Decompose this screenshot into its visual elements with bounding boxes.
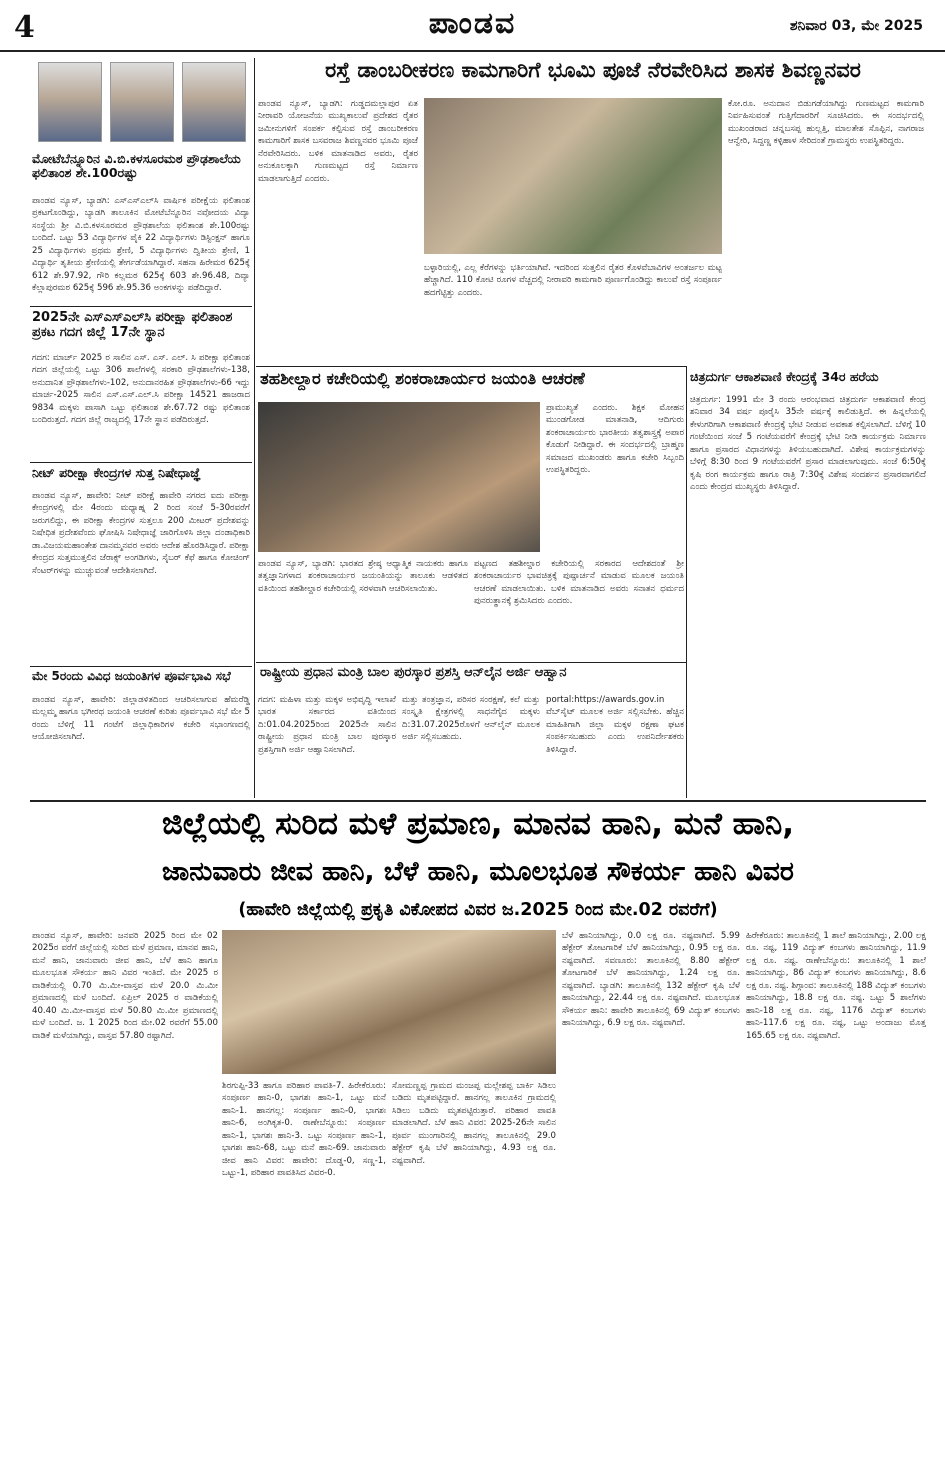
headline-shankaracharya-jayanti: ತಹಶೀಲ್ದಾರ ಕಚೇರಿಯಲ್ಲಿ ಶಂಕರಾಚಾರ್ಯರ ಜಯಂತಿ ಆಚರಣೆ bbox=[260, 370, 585, 388]
article-road-col3: ಕೋ.ರೂ. ಅನುದಾನ ಬಿಡುಗಡೆಯಾಗಿದ್ದು ಗುಣಮಟ್ಟದ ಕಾಮಗಾರಿ ನಿರ್ವಹಿಸುವಂತೆ ಗುತ್ತಿಗೆದಾರರಿಗೆ ಸೂಚಿಸಿದರು. ಈ ಸಂದರ್ಭದಲ್ಲಿ ಮುಖಂಡರಾದ ಚನ್ನಬಸಪ್ಪ ಹುಲ್ಲತ್ತಿ, ಮಾಲತೇಶ ಸೊಪ್ಪಿನ, ನಾಗರಾಜ ಆನ್ವೇರಿ, ಸಿದ್ದಣ್ಣ ಕಳ್ಳಿಹಾಳ ಸೇರಿದಂತೆ ಗ್ರಾಮಸ್ಥರು ಉಪಸ್ಥಿತರಿದ್ದರು. bbox=[728, 99, 924, 147]
divider bbox=[30, 800, 926, 802]
article-pm-award-col2: ಮತ್ತು ತಂತ್ರಜ್ಞಾನ, ಪರಿಸರ ಸಂರಕ್ಷಣೆ, ಕಲೆ ಮತ್ತು ಸಂಸ್ಕೃತಿ ಕ್ಷೇತ್ರಗಳಲ್ಲಿ ಸಾಧನೆಗೈದ ಮಕ್ಕಳು ದಿ:31.07.2025ರೊಳಗೆ ಆನ್‌ಲೈನ್ ಮೂಲಕ ಅರ್ಜಿ ಸಲ್ಲಿಸಬಹುದು. bbox=[402, 695, 540, 743]
article-akashvani: ಚಿತ್ರದುರ್ಗ: 1991 ಮೇ 3 ರಂದು ಆರಂಭವಾದ ಚಿತ್ರದುರ್ಗ ಆಕಾಶವಾಣಿ ಕೇಂದ್ರ ಶನಿವಾರ 34 ವರ್ಷ ಪೂರೈಸಿ 35ನೇ ವರ್ಷಕ್ಕೆ ಕಾಲಿಡುತ್ತಿದೆ. ಈ ಹಿನ್ನಲೆಯಲ್ಲಿ ಕೇಳುಗರಿಗಾಗಿ ಆಕಾಶವಾಣಿ ಕೇಂದ್ರಕ್ಕೆ ಭೇಟಿ ನೀಡುವ ಅವಕಾಶ ಕಲ್ಪಿಸಲಾಗಿದೆ. ಬೆಳಿಗ್ಗೆ 10 ಗಂಟೆಯಿಂದ ಸಂಜೆ 5 ಗಂಟೆಯವರೆಗೆ ಕೇಂದ್ರಕ್ಕೆ ಭೇಟಿ ನೀಡಿ ಕಾರ್ಯಕ್ರಮ ನಿರ್ಮಾಣ ಹಾಗೂ ಪ್ರಸಾರದ ವಿಧಾನಗಳನ್ನು ತಿಳಿಯಬಹುದಾಗಿದೆ. ವಿಶೇಷ ಕಾರ್ಯಕ್ರಮಗಳನ್ನು ಬೆಳಿಗ್ಗೆ 8:30 ರಿಂದ 9 ಗಂಟೆಯವರೆಗೆ ಪ್ರಸಾರ ಮಾಡಲಾಗುವುದು. ಸಂಜೆ 6:50ಕ್ಕೆ ಕೃಷಿ ರಂಗ ಕಾರ್ಯಕ್ರಮ ಹಾಗೂ ರಾತ್ರಿ 7:30ಕ್ಕೆ ವಿಶೇಷ ಸಂದರ್ಶನ ಪ್ರಸಾರವಾಗಲಿದೆ ಎಂದು ಕೇಂದ್ರದ ಮುಖ್ಯಸ್ಥರು ತಿಳಿಸಿದ್ದಾರೆ. bbox=[690, 395, 926, 493]
house-damage-photo bbox=[222, 930, 556, 1074]
main-article-intro: ಪಾಂಡವ ನ್ಯೂಸ್, ಹಾವೇರಿ: ಜನವರಿ 2025 ರಿಂದ ಮೇ 02 2025ರ ವರೆಗೆ ಜಿಲ್ಲೆಯಲ್ಲಿ ಸುರಿದ ಮಳೆ ಪ್ರಮಾಣ, ಮಾನವ ಹಾನಿ, ಮನೆ ಹಾನಿ, ಜಾನುವಾರು ಜೀವ ಹಾನಿ, ಬೆಳೆ ಹಾನಿ ಹಾಗೂ ಮೂಲಭೂತ ಸೌಕರ್ಯ ಹಾನಿ ವಿವರ ಇಂತಿದೆ. ಮೇ 2025 ರ ವಾಡಿಕೆಯಲ್ಲಿ 0.70 ಮಿ.ಮೀ-ವಾಸ್ತವ ಮಳೆ 20.0 ಮಿ.ಮೀ ಪ್ರಮಾಣದಲ್ಲಿ ಮಳೆ ಬಂದಿದೆ. ಏಪ್ರಿಲ್ 2025 ರ ವಾಡಿಕೆಯಲ್ಲಿ 40.40 ಮಿ.ಮೀ-ವಾಸ್ತವ ಮಳೆ 50.80 ಮಿ.ಮೀ ಪ್ರಮಾಣದಲ್ಲಿ ಮಳೆ ಬಂದಿದೆ. ಜ. 1 2025 ರಿಂದ ಮೇ.02 ರವರೆಗೆ 55.00 ವಾಡಿಕೆ ಮಳೆಯಾಗಿದ್ದು, ವಾಸ್ತವ 57.80 ರಷ್ಟಾಗಿದೆ. bbox=[32, 931, 218, 1041]
divider bbox=[30, 306, 252, 307]
main-article-col3: ಸೋಮಣ್ಣಪ್ಪ ಗ್ರಾಮದ ಮಂಜಪ್ಪ ಮಲ್ಲೇಶಪ್ಪ ಬಾರ್ಕಿ ಸಿಡಿಲು ಬಡಿದು ಮೃತಪಟ್ಟಿದ್ದಾರೆ. ಹಾನಗಲ್ಲ ತಾಲೂಕಿನ ಗ್ರಾಮದಲ್ಲಿ ಸಿಡಿಲು ಬಡಿದು ಮೃತಪಟ್ಟಿರುತ್ತಾರೆ. ಪರಿಹಾರ ಪಾವತಿ ಮಾಡಲಾಗಿದೆ. ಬೆಳೆ ಹಾನಿ ವಿವರ: 2025-26ನೇ ಸಾಲಿನ ಪೂರ್ವ ಮುಂಗಾರಿನಲ್ಲಿ ಹಾನಗಲ್ಲ ತಾಲೂಕಿನಲ್ಲಿ 29.0 ಹೆಕ್ಟೇರ್ ಕೃಷಿ ಬೆಳೆ ಹಾನಿಯಾಗಿದ್ದು, 4.93 ಲಕ್ಷ ರೂ. ನಷ್ಟವಾಗಿದೆ. bbox=[392, 1081, 556, 1166]
jayanti-photo bbox=[258, 402, 540, 552]
article-sslc: ಗದಗ: ಮಾರ್ಚ್ 2025 ರ ಸಾಲಿನ ಎಸ್. ಎಸ್. ಎಲ್. ಸಿ ಪರೀಕ್ಷಾ ಫಲಿತಾಂಶ ಗದಗ ಜಿಲ್ಲೆಯಲ್ಲಿ ಒಟ್ಟು 306 ಶಾಲೆಗಳಲ್ಲಿ ಸರಕಾರಿ ಪ್ರೌಢಶಾಲೆಗಳು-138, ಅನುದಾನಿತ ಪ್ರೌಢಶಾಲೆಗಳು-102, ಅನುದಾನರಹಿತ ಪ್ರೌಢಶಾಲೆಗಳು-66 ಇದ್ದು ಮಾರ್ಚ-2025 ಸಾಲಿನ ಎಸ್.ಎಸ್.ಎಲ್.ಸಿ ಪರೀಕ್ಷಾ 14521 ಹಾಜರಾದ 9834 ಮಕ್ಕಳು ಪಾಸಾಗಿ ಒಟ್ಟು ಫಲಿತಾಂಶ ಶೇ.67.72 ರಷ್ಟು ಫಲಿತಾಂಶ ಬಂದಿರುತ್ತದೆ. ಗದಗ ಜಿಲ್ಲೆ ರಾಜ್ಯದಲ್ಲಿ 17ನೇ ಸ್ಥಾನ ಪಡೆದಿರುತ್ತದೆ. bbox=[32, 353, 250, 426]
article-pm-award-col1: ಗದಗ: ಮಹಿಳಾ ಮತ್ತು ಮಕ್ಕಳ ಅಭಿವೃದ್ಧಿ ಇಲಾಖೆ ಭಾರತ ಸರ್ಕಾರದ ವತಿಯಿಂದ ದಿ:01.04.2025ರಿಂದ 2025ನೇ ಸಾಲಿನ ರಾಷ್ಟ್ರೀಯ ಪ್ರಧಾನ ಮಂತ್ರಿ ಬಾಲ ಪುರಸ್ಕಾರ ಪ್ರಶಸ್ತಿಗಾಗಿ ಅರ್ಜಿ ಆಹ್ವಾನಿಸಲಾಗಿದೆ. bbox=[258, 695, 396, 755]
page-header bbox=[0, 0, 945, 52]
article-road-col1: ಪಾಂಡವ ನ್ಯೂಸ್, ಬ್ಯಾಡಗಿ: ಗುಡ್ಡದಮಲ್ಲಾಪುರ ಏತ ನೀರಾವರಿ ಯೋಜನೆಯ ಮುಖ್ಯಕಾಲುವೆ ಪ್ರದೇಶದ ರೈತರ ಜಮೀನುಗಳಿಗೆ ಸಂಪರ್ಕ ಕಲ್ಪಿಸುವ ರಸ್ತೆ ಡಾಂಬರೀಕರಣ ಕಾಮಗಾರಿಗೆ ಶಾಸಕ ಬಸವರಾಜ ಶಿವಣ್ಣನವರ ಭೂಮಿ ಪೂಜೆ ನೆರವೇರಿಸಿದರು. ಬಳಿಕ ಮಾತನಾಡಿದ ಅವರು, ರೈತರ ಅನುಕೂಲಕ್ಕಾಗಿ ಗುಣಮಟ್ಟದ ರಸ್ತೆ ನಿರ್ಮಾಣ ಮಾಡಲಾಗುತ್ತಿದೆ ಎಂದರು. bbox=[258, 99, 418, 184]
road-inauguration-photo bbox=[424, 98, 722, 254]
headline-neet: ನೀಟ್ ಪರೀಕ್ಷಾ ಕೇಂದ್ರಗಳ ಸುತ್ತ ನಿಷೇಧಾಜ್ಞೆ bbox=[32, 466, 201, 480]
headline-road-work: ರಸ್ತೆ ಡಾಂಬರೀಕರಣ ಕಾಮಗಾರಿಗೆ ಭೂಮಿ ಪೂಜೆ ನೆರವೇರಿಸಿದ ಶಾಸಕ ಶಿವಣ್ಣನವರ bbox=[325, 58, 861, 82]
issue-date: ಶನಿವಾರ 03, ಮೇ 2025 bbox=[789, 18, 923, 34]
page-number: 4 bbox=[14, 10, 35, 45]
divider bbox=[30, 462, 252, 463]
article-jayanti-col1: ಪಾಂಡವ ನ್ಯೂಸ್, ಬ್ಯಾಡಗಿ: ಭಾರತದ ಶ್ರೇಷ್ಠ ಆಧ್ಯಾತ್ಮಿಕ ನಾಯಕರು ಹಾಗೂ ತತ್ವಜ್ಞಾನಿಗಳಾದ ಶಂಕರಾಚಾರ್ಯರ ಜಯಂತಿಯನ್ನು ತಾಲೂಕು ಆಡಳಿತದ ವತಿಯಿಂದ ತಹಶೀಲ್ದಾರ ಕಚೇರಿಯಲ್ಲಿ ಸರಳವಾಗಿ ಆಚರಿಸಲಾಯಿತು. bbox=[258, 559, 468, 594]
student-photo bbox=[110, 62, 174, 142]
divider bbox=[256, 366, 686, 367]
student-photo bbox=[38, 62, 102, 142]
main-article-col4: ಬೆಳೆ ಹಾನಿಯಾಗಿದ್ದು, 0.0 ಲಕ್ಷ ರೂ. ನಷ್ಟವಾಗಿದೆ. 5.99 ಹೆಕ್ಟೇರ್ ತೋಟಗಾರಿಕೆ ಬೆಳೆ ಹಾನಿಯಾಗಿದ್ದು, 0.95 ಲಕ್ಷ ರೂ. ನಷ್ಟವಾಗಿದೆ. ಸವಣೂರು: ತಾಲೂಕಿನಲ್ಲಿ 8.80 ಹೆಕ್ಟೇರ್ ತೋಟಗಾರಿಕೆ ಬೆಳೆ ಹಾನಿಯಾಗಿದ್ದು, 1.24 ಲಕ್ಷ ರೂ. ನಷ್ಟವಾಗಿದೆ. ಬ್ಯಾಡಗಿ: ತಾಲೂಕಿನಲ್ಲಿ 132 ಹೆಕ್ಟೇರ್ ಕೃಷಿ ಬೆಳೆ ಹಾನಿಯಾಗಿದ್ದು, 22.44 ಲಕ್ಷ ರೂ. ನಷ್ಟವಾಗಿದೆ. ಮೂಲಭೂತ ಸೌಕರ್ಯ ಹಾನಿ: ಹಾವೇರಿ ತಾಲೂಕಿನಲ್ಲಿ 69 ವಿದ್ಯುತ್ ಕಂಬಗಳು ಹಾನಿಯಾಗಿದ್ದು, 6.9 ಲಕ್ಷ ರೂ. ನಷ್ಟವಾಗಿದೆ. bbox=[562, 931, 740, 1029]
headline-akashvani: ಚಿತ್ರದುರ್ಗ ಆಕಾಶವಾಣಿ ಕೇಂದ್ರಕ್ಕೆ 34ರ ಹರೆಯ bbox=[690, 370, 879, 384]
headline-pm-award: ರಾಷ್ಟ್ರೀಯ ಪ್ರಧಾನ ಮಂತ್ರಿ ಬಾಲ ಪುರಸ್ಕಾರ ಪ್ರಶಸ್ತಿ ಆನ್‌ಲೈನ ಅರ್ಜಿ ಆಹ್ವಾನ bbox=[260, 666, 567, 680]
main-article-col5: ಹಿರೇಕೆರೂರು: ತಾಲೂಕಿನಲ್ಲಿ 1 ಶಾಲೆ ಹಾನಿಯಾಗಿದ್ದು, 2.00 ಲಕ್ಷ ರೂ. ನಷ್ಟ, 119 ವಿದ್ಯುತ್ ಕಂಬಗಳು ಹಾನಿಯಾಗಿದ್ದು, 11.9 ಲಕ್ಷ ರೂ. ನಷ್ಟ. ರಾಣೇಬೆನ್ನೂರು: ತಾಲೂಕಿನಲ್ಲಿ 1 ಶಾಲೆ ಹಾನಿಯಾಗಿದ್ದು, 86 ವಿದ್ಯುತ್ ಕಂಬಗಳು ಹಾನಿಯಾಗಿದ್ದು, 8.6 ಲಕ್ಷ ರೂ. ನಷ್ಟ. ಶಿಗ್ಗಾಂವ: ತಾಲೂಕಿನಲ್ಲಿ 188 ವಿದ್ಯುತ್ ಕಂಬಗಳು ಹಾನಿಯಾಗಿದ್ದು, 18.8 ಲಕ್ಷ ರೂ. ನಷ್ಟ. ಒಟ್ಟು 5 ಶಾಲೆಗಳು ಹಾನಿ-18 ಲಕ್ಷ ರೂ. ನಷ್ಟ, 1176 ವಿದ್ಯುತ್ ಕಂಬಗಳು ಹಾನಿ-117.6 ಲಕ್ಷ ರೂ. ನಷ್ಟ, ಒಟ್ಟು ಅಂದಾಜು ಮೊತ್ತ 165.65 ಲಕ್ಷ ರೂ. ನಷ್ಟವಾಗಿದೆ. bbox=[746, 931, 926, 1041]
headline-may5-meeting: ಮೇ 5ರಂದು ವಿವಿಧ ಜಯಂತಿಗಳ ಪೂರ್ವಭಾವಿ ಸಭೆ bbox=[32, 670, 231, 683]
article-pm-award-col3: portal:https://awards.gov.in ವೆಬ್‌ಸೈಟ್ ಮೂಲಕ ಅರ್ಜಿ ಸಲ್ಲಿಸಬೇಕು. ಹೆಚ್ಚಿನ ಮಾಹಿತಿಗಾಗಿ ಜಿಲ್ಲಾ ಮಕ್ಕಳ ರಕ್ಷಣಾ ಘಟಕ ಸಂಪರ್ಕಿಸಬಹುದು ಎಂದು ಉಪನಿರ್ದೇಶಕರು ತಿಳಿಸಿದ್ದಾರೆ. bbox=[546, 695, 684, 755]
divider bbox=[30, 666, 252, 667]
article-road-col2: ಬಳ್ಳಾರಿಯಲ್ಲಿ, ಎಲ್ಲ ಕೆರೆಗಳನ್ನು ಭರ್ತಿಯಾಗಿವೆ. ಇದರಿಂದ ಸುತ್ತಲಿನ ರೈತರ ಕೊಳವೆಬಾವಿಗಳ ಅಂತರ್ಜಲ ಮಟ್ಟ ಹೆಚ್ಚಾಗಿದೆ. 110 ಕೋಟಿ ರೂಗಳ ವೆಚ್ಚದಲ್ಲಿ ನೀರಾವರಿ ಕಾಮಗಾರಿ ಪೂರ್ಣಗೊಂಡಿದ್ದು ಕಾಲುವೆ ರಸ್ತೆ ಸಂಪೂರ್ಣ ಹದಗೆಟ್ಟಿತ್ತು ಎಂದರು. bbox=[424, 263, 722, 298]
main-headline-line1: ಜಿಲ್ಲೆಯಲ್ಲಿ ಸುರಿದ ಮಳೆ ಪ್ರಮಾಣ, ಮಾನವ ಹಾನಿ, ಮನೆ ಹಾನಿ, bbox=[161, 806, 795, 842]
article-school-result: ಪಾಂಡವ ನ್ಯೂಸ್, ಬ್ಯಾಡಗಿ: ಎಸ್ಎಸ್ಎಲ್‌ಸಿ ವಾರ್ಷಿಕ ಪರೀಕ್ಷೆಯ ಫಲಿತಾಂಶ ಪ್ರಕಟಗೊಂಡಿದ್ದು, ಬ್ಯಾಡಗಿ ತಾಲೂಕಿನ ಮೋಟೆಬೆನ್ನೂರಿನ ನವೋದಯ ವಿದ್ಯಾ ಸಂಸ್ಥೆಯ ಶ್ರೀ ವಿ.ಬಿ.ಕಳಸೂರಮಠ ಪ್ರೌಢಶಾಲೆಯ ಫಲಿತಾಂಶ ಶೇ.100ರಷ್ಟು ಬಂದಿದೆ. ಒಟ್ಟು 53 ವಿದ್ಯಾರ್ಥಿಗಳ ಪೈಕಿ 22 ವಿದ್ಯಾರ್ಥಿಗಳು ಡಿಸ್ಟಿಂಕ್ಷನ್ ಹಾಗೂ 25 ವಿದ್ಯಾರ್ಥಿಗಳು ಪ್ರಥಮ ಶ್ರೇಣಿ, 5 ವಿದ್ಯಾರ್ಥಿಗಳು ದ್ವಿತೀಯ ಶ್ರೇಣಿ, 1 ವಿದ್ಯಾರ್ಥಿ ತೃತೀಯ ಶ್ರೇಣಿಯಲ್ಲಿ ತೇರ್ಗಡೆಯಾಗಿದ್ದಾರೆ. ಸಹನಾ ಹಿರೇಮಠ 625ಕ್ಕೆ 612 ಶೇ.97.92, ಗೌರಿ ಕಲ್ಲಮಠ 625ಕ್ಕೆ 603 ಶೇ.96.48, ದಿವ್ಯಾ ಕೆಲ್ಲಾಪುರಮಠ 625ಕ್ಕೆ 596 ಶೇ.95.36 ಅಂಕಗಳನ್ನು ಪಡೆದಿದ್ದಾರೆ. bbox=[32, 196, 250, 294]
student-photo bbox=[182, 62, 246, 142]
column-rule bbox=[254, 58, 255, 798]
main-article-col2: ಶಿರಗುಪ್ಪಿ-33 ಹಾಗೂ ಪರಿಹಾರ ಪಾವತಿ-7. ಹಿರೇಕೆರೂರು: ಸಂಪೂರ್ಣ ಹಾನಿ-0, ಭಾಗಶಃ ಹಾನಿ-1, ಒಟ್ಟು ಮನೆ ಹಾನಿ-1. ಹಾನಗಲ್ಲ: ಸಂಪೂರ್ಣ ಹಾನಿ-0, ಭಾಗಶಃ ಹಾನಿ-6, ಅಂಗಿಕೃತ-0. ರಾಣೇಬೆನ್ನೂರು: ಸಂಪೂರ್ಣ ಹಾನಿ-1, ಭಾಗಶಃ ಹಾನಿ-3. ಒಟ್ಟು ಸಂಪೂರ್ಣ ಹಾನಿ-1, ಭಾಗಶಃ ಹಾನಿ-68, ಒಟ್ಟು ಮನೆ ಹಾನಿ-69. ಜಾನುವಾರು ಜೀವ ಹಾನಿ ವಿವರ: ಹಾವೇರಿ: ದೊಡ್ಡ-0, ಸಣ್ಣ-1, ಒಟ್ಟು-1, ಪರಿಹಾರ ಪಾವತಿಸಿದ ವಿವರ-0. bbox=[222, 1081, 386, 1179]
article-jayanti-side: ಪ್ರಾಮುಖ್ಯತೆ ಎಂದರು. ಶಿಕ್ಷಕ ಮೋಹನ ಮುಂಡಗೋಡ ಮಾತನಾಡಿ, ಆದಿಗುರು ಶಂಕರಾಚಾರ್ಯರು ಭಾರತೀಯ ತತ್ವಶಾಸ್ತ್ರಕ್ಕೆ ಅಪಾರ ಕೊಡುಗೆ ನೀಡಿದ್ದಾರೆ. ಈ ಸಂದರ್ಭದಲ್ಲಿ ಬ್ರಾಹ್ಮಣ ಸಮಾಜದ ಮುಖಂಡರು ಹಾಗೂ ಕಚೇರಿ ಸಿಬ್ಬಂದಿ ಉಪಸ್ಥಿತರಿದ್ದರು. bbox=[546, 403, 684, 476]
headline-school-result: ಮೋಟೆಬೆನ್ನೂರಿನ ವಿ.ಬಿ.ಕಳಸೂರಮಠ ಪ್ರೌಢಶಾಲೆಯ ಫಲಿತಾಂಶ ಶೇ.100ರಷ್ಟು bbox=[32, 152, 241, 181]
divider bbox=[256, 662, 686, 663]
article-may5-meeting: ಪಾಂಡವ ನ್ಯೂಸ್, ಹಾವೇರಿ: ಜಿಲ್ಲಾಡಳಿತದಿಂದ ಆಚರಿಸಲಾಗುವ ಹೆಮರೆಡ್ಡಿ ಮಲ್ಲಮ್ಮ ಹಾಗೂ ಭಗೀರಥ ಜಯಂತಿ ಆಚರಣೆ ಕುರಿತು ಪೂರ್ವಭಾವಿ ಸಭೆ ಮೇ 5 ರಂದು ಬೆಳಿಗ್ಗೆ 11 ಗಂಟೆಗೆ ಜಿಲ್ಲಾಧಿಕಾರಿಗಳ ಕಚೇರಿ ಸಭಾಂಗಣದಲ್ಲಿ ಆಯೋಜಿಸಲಾಗಿದೆ. bbox=[32, 695, 250, 743]
main-headline-line2: ಜಾನುವಾರು ಜೀವ ಹಾನಿ, ಬೆಳೆ ಹಾನಿ, ಮೂಲಭೂತ ಸೌಕರ್ಯ ಹಾನಿ ವಿವರ bbox=[162, 856, 794, 887]
main-subheadline: (ಹಾವೇರಿ ಜಿಲ್ಲೆಯಲ್ಲಿ ಪ್ರಕೃತಿ ವಿಕೋಪದ ವಿವರ ಜ.2025 ರಿಂದ ಮೇ.02 ರವರೆಗೆ) bbox=[238, 900, 718, 920]
masthead: ಪಾಂಡವ bbox=[428, 6, 517, 41]
article-neet: ಪಾಂಡವ ನ್ಯೂಸ್, ಹಾವೇರಿ: ನೀಟ್ ಪರೀಕ್ಷೆ ಹಾವೇರಿ ನಗರದ ಐದು ಪರೀಕ್ಷಾ ಕೇಂದ್ರಗಳಲ್ಲಿ ಮೇ 4ರಂದು ಮಧ್ಯಾಹ್ನ 2 ರಿಂದ ಸಂಜೆ 5-30ರವರೆಗೆ ಜರುಗಲಿದ್ದು, ಈ ಪರೀಕ್ಷಾ ಕೇಂದ್ರಗಳ ಸುತ್ತಲೂ 200 ಮೀಟರ್ ಪ್ರದೇಶವನ್ನು ನಿಷೇಧಿತ ಪ್ರದೇಶವೆಂದು ಘೋಷಿಸಿ ನಿಷೇಧಾಜ್ಞೆ ಜಾರಿಗೊಳಿಸಿ ಜಿಲ್ಲಾ ದಂಡಾಧಿಕಾರಿ ಡಾ.ವಿಜಯಮಹಾಂತೇಶ ದಾನಮ್ಮನವರ ಅವರು ಆದೇಶ ಹೊರಡಿಸಿದ್ದಾರೆ. ಪರೀಕ್ಷಾ ಕೇಂದ್ರದ ಸುತ್ತಮುತ್ತಲಿನ ಜೆರಾಕ್ಸ್ ಅಂಗಡಿಗಳು, ಸೈಬರ್ ಕೆಫೆ ಹಾಗೂ ಕೋಚಿಂಗ್ ಸೆಂಟರ್‌ಗಳನ್ನು ಮುಚ್ಚುವಂತೆ ಆದೇಶಿಸಲಾಗಿದೆ. bbox=[32, 491, 250, 576]
headline-sslc: 2025ನೇ ಎಸ್‌ಎಸ್‌ಎಲ್‌ಸಿ ಪರೀಕ್ಷಾ ಫಲಿತಾಂಶ ಪ್ರಕಟ ಗದಗ ಜಿಲ್ಲೆ 17ನೇ ಸ್ಥಾನ bbox=[32, 311, 233, 340]
column-rule bbox=[686, 366, 687, 798]
article-jayanti-col2: ಪಟ್ಟಣದ ತಹಶೀಲ್ದಾರ ಕಚೇರಿಯಲ್ಲಿ ಸರಕಾರದ ಆದೇಶದಂತೆ ಶ್ರೀ ಶಂಕರಾಚಾರ್ಯರ ಭಾವಚಿತ್ರಕ್ಕೆ ಪುಷ್ಪಾರ್ಚನೆ ಮಾಡುವ ಮೂಲಕ ಜಯಂತಿ ಆಚರಣೆ ಮಾಡಲಾಯಿತು. ಬಳಿಕ ಮಾತನಾಡಿದ ಅವರು ಸನಾತನ ಧರ್ಮದ ಪುನರುತ್ಥಾನಕ್ಕೆ ಶ್ರಮಿಸಿದರು ಎಂದರು. bbox=[474, 559, 684, 607]
